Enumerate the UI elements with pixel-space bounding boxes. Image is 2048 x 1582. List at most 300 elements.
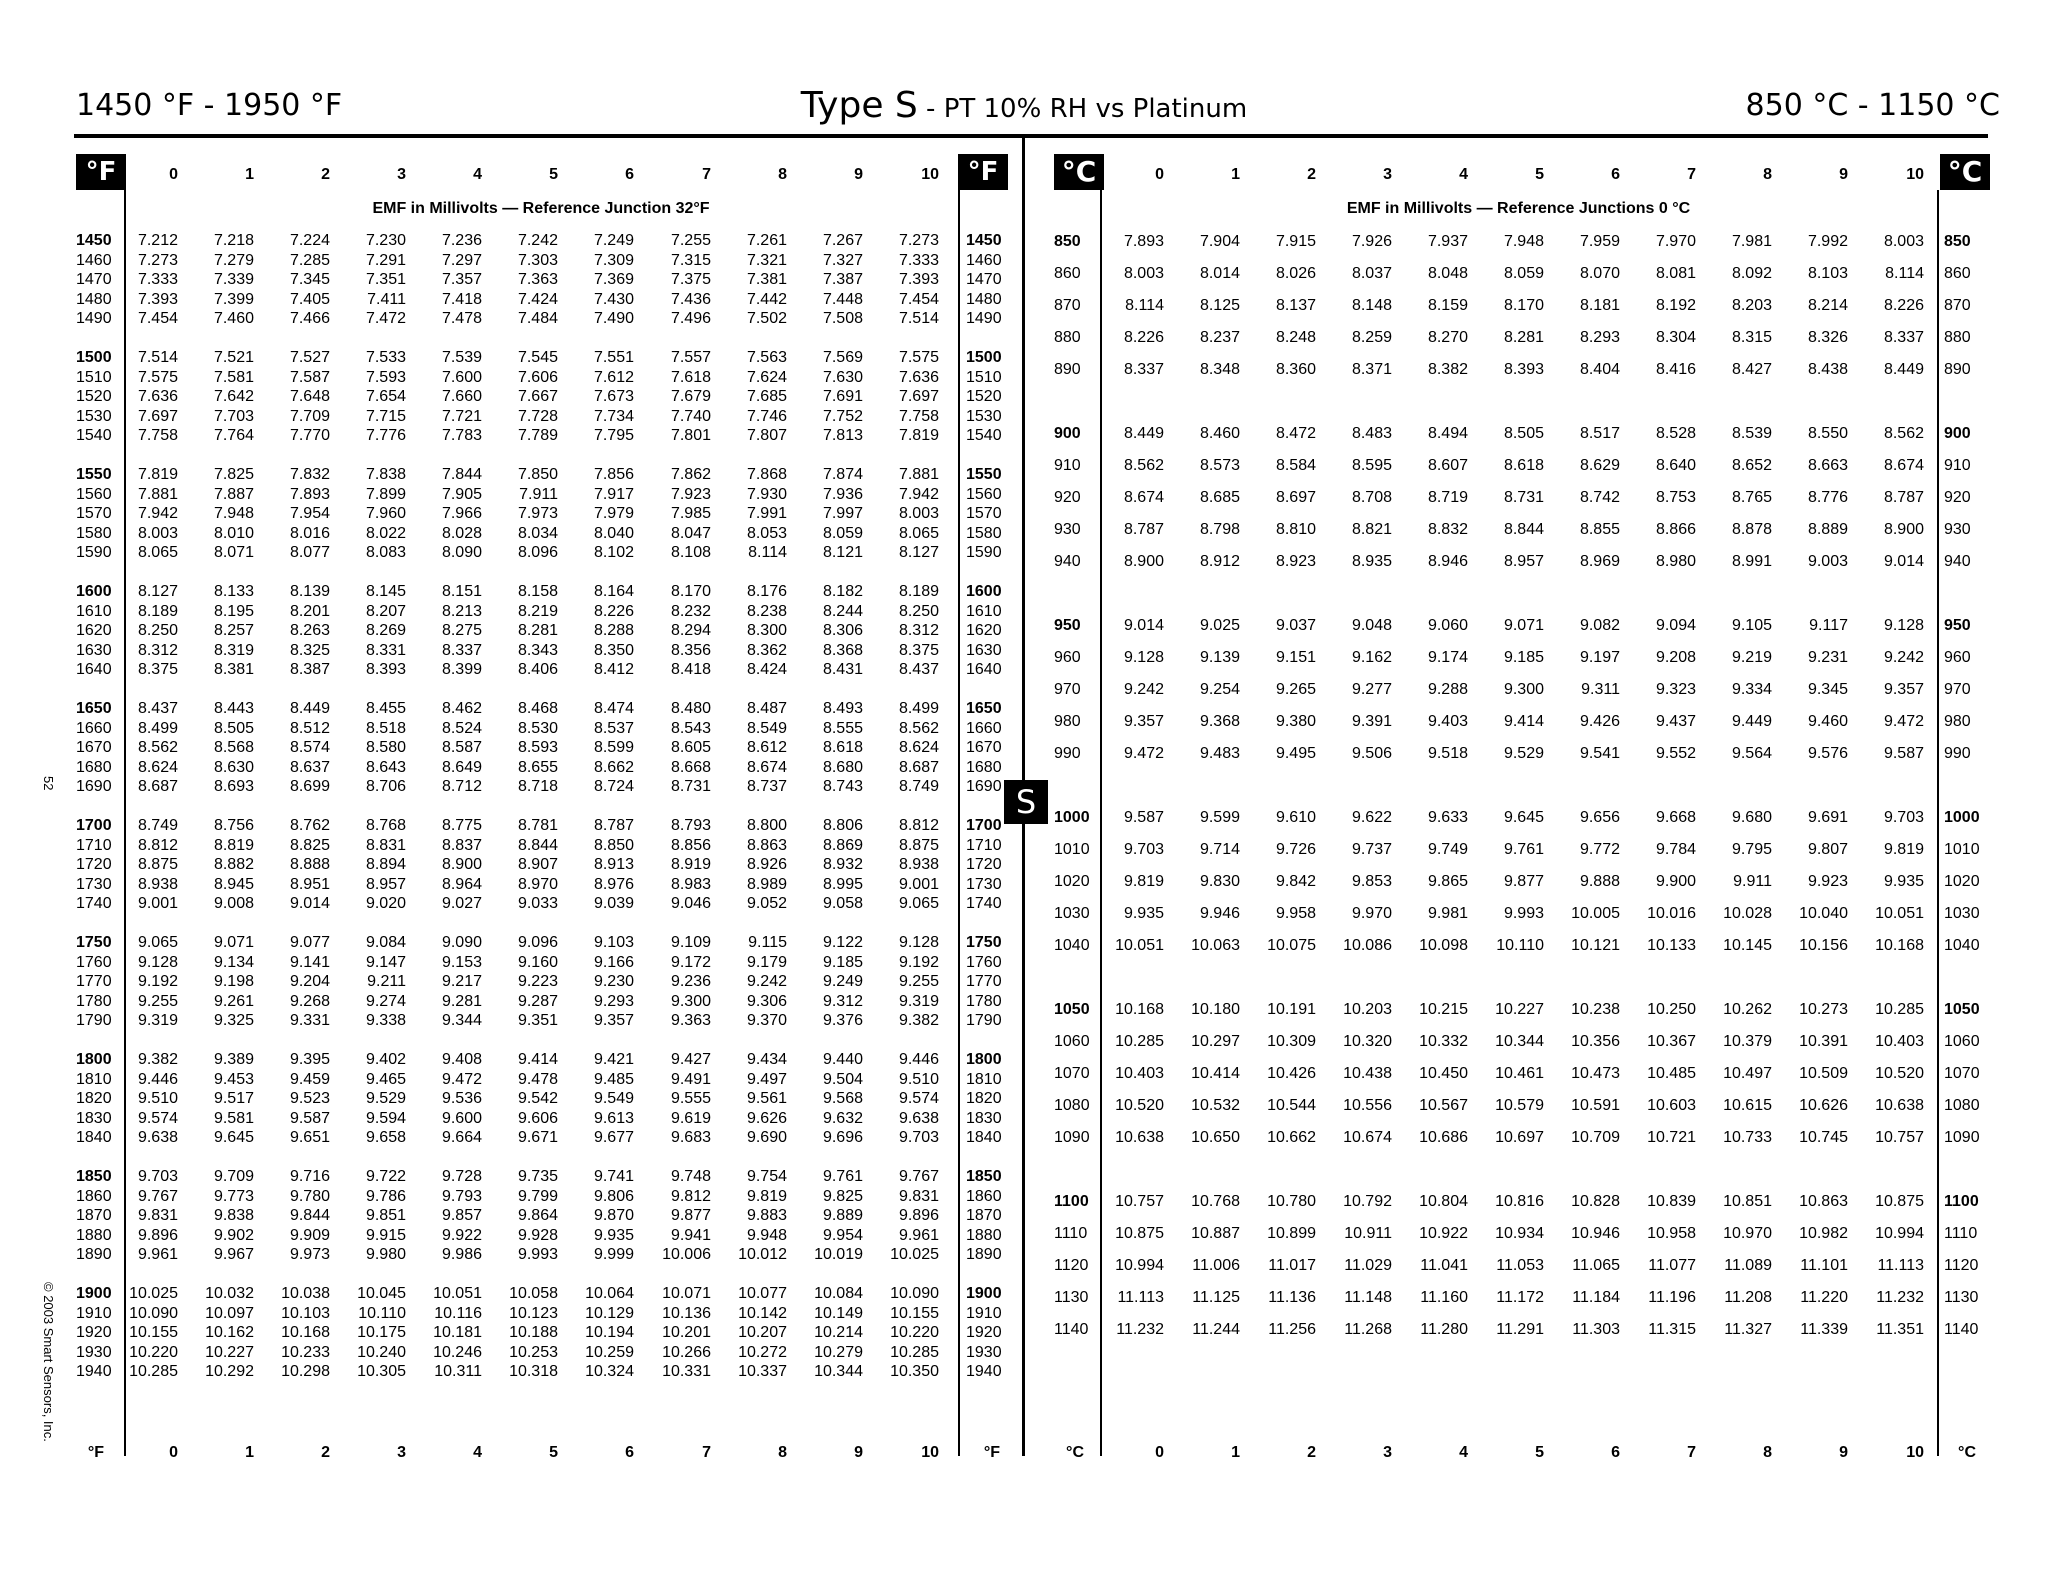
c-table-cell: 8.685 [1199, 489, 1240, 506]
c-table-cell: 8.821 [1351, 521, 1392, 538]
c-table-cell: 9.842 [1275, 873, 1316, 890]
f-table-cell: 9.870 [593, 1207, 634, 1224]
c-table-cell: 10.133 [1647, 937, 1696, 954]
c-table-cell: 7.915 [1275, 233, 1316, 250]
c-table-cell: 9.668 [1655, 809, 1696, 826]
f-table-cell: 8.059 [822, 524, 863, 542]
c-table-cell: 9.587 [1123, 809, 1164, 826]
f-table-cell: 7.740 [670, 407, 711, 425]
c-row-temp-right: 1000 [1944, 809, 1980, 826]
f-table-cell: 9.993 [517, 1246, 558, 1263]
f-table-cell: 9.382 [137, 1051, 178, 1068]
f-table-cell: 9.306 [746, 992, 787, 1010]
c-table-cell: 8.663 [1807, 457, 1848, 474]
fahrenheit-badge-left: °F [76, 154, 126, 190]
c-table-cell: 8.337 [1883, 329, 1924, 346]
c-table-cell: 9.151 [1275, 649, 1316, 666]
c-table-cell: 10.733 [1723, 1129, 1772, 1146]
f-table-cell: 9.434 [746, 1051, 787, 1068]
f-table-cell: 7.850 [517, 466, 558, 483]
f-table-cell: 7.514 [137, 349, 178, 366]
f-table-cell: 7.267 [822, 232, 863, 249]
c-table-cell: 10.356 [1571, 1033, 1620, 1050]
f-table-cell: 7.230 [365, 232, 406, 249]
f-table-cell: 8.913 [593, 856, 634, 873]
f-table-cell: 7.472 [365, 310, 406, 327]
f-table-cell: 9.122 [822, 934, 863, 951]
c-row-temp-right: 1050 [1944, 1001, 1980, 1018]
f-table-cell: 7.612 [593, 368, 634, 386]
c-column-header: 0 [1155, 166, 1164, 183]
f-table-cell: 9.090 [441, 934, 482, 951]
f-table-cell: 7.770 [289, 427, 330, 444]
f-table-cell: 8.053 [746, 524, 787, 542]
f-row-temp-right: 1650 [966, 700, 1002, 717]
f-table-cell: 7.369 [593, 271, 634, 288]
f-table-cell: 8.189 [137, 602, 178, 620]
f-table-cell: 9.561 [746, 1090, 787, 1107]
c-table-cell: 10.721 [1647, 1129, 1696, 1146]
c-table-cell: 8.337 [1123, 361, 1164, 378]
f-table-cell: 9.008 [213, 895, 254, 912]
c-table-cell: 11.136 [1268, 1289, 1316, 1306]
c-table-cell: 8.629 [1579, 457, 1620, 474]
c-table-cell: 9.970 [1351, 905, 1392, 922]
f-table-cell: 9.134 [213, 953, 254, 971]
c-table-cell: 10.958 [1647, 1225, 1696, 1242]
f-table-cell: 10.188 [509, 1324, 558, 1341]
f-column-header: 8 [778, 166, 787, 183]
f-column-header: 3 [397, 166, 406, 183]
f-table-cell: 9.973 [289, 1246, 330, 1263]
c-table-cell: 9.311 [1581, 681, 1620, 698]
f-row-temp-right: 1860 [966, 1187, 1002, 1205]
f-table-cell: 7.667 [517, 388, 558, 405]
f-table-cell: 9.831 [137, 1207, 178, 1224]
f-table-cell: 9.319 [137, 1012, 178, 1029]
f-table-cell: 8.418 [670, 661, 711, 678]
f-table-cell: 8.028 [441, 524, 482, 542]
f-table-cell: 7.783 [441, 427, 482, 444]
c-table-cell: 10.461 [1495, 1065, 1544, 1082]
f-table-cell: 8.375 [137, 661, 178, 678]
f-table-cell: 9.389 [213, 1051, 254, 1068]
c-row-temp-left: 1070 [1054, 1065, 1090, 1082]
f-table-cell: 9.542 [517, 1090, 558, 1107]
f-table-cell: 9.587 [289, 1109, 330, 1127]
f-table-cell: 9.517 [213, 1090, 254, 1107]
c-table-cell: 10.051 [1875, 905, 1924, 922]
f-table-cell: 9.761 [822, 1168, 863, 1185]
f-table-cell: 8.003 [898, 505, 939, 522]
f-table-cell: 9.555 [670, 1090, 711, 1107]
c-table-cell: 8.969 [1579, 553, 1620, 570]
c-table-cell: 9.334 [1731, 681, 1772, 698]
c-column-header: 6 [1611, 166, 1620, 183]
c-table-cell: 10.098 [1419, 937, 1468, 954]
f-table-cell: 10.214 [814, 1324, 863, 1341]
f-table-cell: 8.624 [137, 758, 178, 776]
f-row-temp-right: 1840 [966, 1129, 1002, 1146]
c-table-cell: 11.089 [1724, 1257, 1772, 1274]
c-table-cell: 9.003 [1807, 553, 1848, 570]
c-table-cell: 10.875 [1875, 1193, 1924, 1210]
f-table-cell: 9.915 [365, 1226, 406, 1244]
c-table-cell: 10.040 [1799, 905, 1848, 922]
f-table-cell: 7.825 [213, 466, 254, 483]
f-table-cell: 9.709 [213, 1168, 254, 1185]
f-table-cell: 8.121 [822, 544, 863, 561]
f-table-cell: 9.581 [213, 1109, 254, 1127]
f-table-cell: 8.003 [137, 524, 178, 542]
f-table-cell: 7.333 [898, 251, 939, 269]
c-table-cell: 10.804 [1419, 1193, 1468, 1210]
c-table-cell: 9.703 [1883, 809, 1924, 826]
f-row-temp-left: 1820 [76, 1090, 112, 1107]
c-table-cell: 10.544 [1267, 1097, 1316, 1114]
f-table-cell: 8.040 [593, 524, 634, 542]
c-table-cell: 9.807 [1807, 841, 1848, 858]
f-table-cell: 7.242 [517, 232, 558, 249]
f-table-cell: 9.671 [517, 1129, 558, 1146]
c-table-cell: 9.414 [1503, 713, 1544, 730]
c-table-cell: 10.332 [1419, 1033, 1468, 1050]
f-table-cell: 7.746 [746, 407, 787, 425]
c-table-cell: 9.784 [1655, 841, 1696, 858]
f-table-cell: 8.749 [898, 778, 939, 795]
f-table-cell: 7.838 [365, 466, 406, 483]
c-table-cell: 10.674 [1343, 1129, 1392, 1146]
f-table-cell: 7.813 [822, 427, 863, 444]
f-table-cell: 9.754 [746, 1168, 787, 1185]
f-table-cell: 10.019 [814, 1246, 863, 1263]
f-column-footer: 3 [397, 1444, 406, 1461]
f-table-cell: 7.563 [746, 349, 787, 366]
c-column-header: 9 [1839, 166, 1848, 183]
f-table-cell: 7.484 [517, 310, 558, 327]
f-column-header: 1 [245, 166, 254, 183]
c-row-temp-left: 880 [1054, 329, 1081, 346]
f-row-temp-right: 1810 [966, 1070, 1002, 1088]
c-row-temp-right: 970 [1944, 681, 1971, 698]
f-table-cell: 9.961 [137, 1246, 178, 1263]
c-table-cell: 8.957 [1503, 553, 1544, 570]
f-table-cell: 10.168 [281, 1324, 330, 1341]
c-table-cell: 8.449 [1883, 361, 1924, 378]
c-row-temp-left: 950 [1054, 617, 1081, 634]
f-table-cell: 10.285 [129, 1363, 178, 1380]
f-table-cell: 10.064 [585, 1285, 634, 1302]
c-table-cell: 8.798 [1199, 521, 1240, 538]
f-table-cell: 10.155 [890, 1304, 939, 1322]
f-row-temp-right: 1830 [966, 1109, 1002, 1127]
c-row-temp-left: 890 [1054, 361, 1081, 378]
f-table-cell: 10.006 [662, 1246, 711, 1263]
c-table-cell: 7.970 [1655, 233, 1696, 250]
f-row-temp-right: 1890 [966, 1246, 1002, 1263]
f-table-cell: 7.979 [593, 505, 634, 522]
f-table-cell: 9.274 [365, 992, 406, 1010]
c-table-cell: 10.911 [1344, 1225, 1392, 1242]
c-table-cell: 8.081 [1655, 265, 1696, 282]
c-table-cell: 11.184 [1572, 1289, 1620, 1306]
f-table-cell: 7.363 [517, 271, 558, 288]
f-table-cell: 9.281 [441, 992, 482, 1010]
f-table-cell: 9.115 [748, 934, 787, 951]
f-footer-unit-left: °F [87, 1444, 104, 1461]
f-table-cell: 9.096 [517, 934, 558, 951]
f-table-cell: 8.812 [898, 817, 939, 834]
f-table-cell: 8.580 [365, 739, 406, 756]
f-table-cell: 7.405 [289, 290, 330, 308]
f-table-cell: 7.966 [441, 505, 482, 522]
c-table-cell: 9.071 [1503, 617, 1544, 634]
c-table-cell: 7.937 [1427, 233, 1468, 250]
f-table-cell: 10.038 [281, 1285, 330, 1302]
f-table-cell: 9.459 [289, 1070, 330, 1088]
header-range-celsius: 850 °C - 1150 °C [1745, 88, 2000, 123]
f-table-cell: 10.110 [358, 1304, 406, 1322]
f-row-temp-left: 1510 [76, 368, 112, 386]
c-table-cell: 9.208 [1655, 649, 1696, 666]
c-table-cell: 10.662 [1267, 1129, 1316, 1146]
c-table-cell: 11.256 [1268, 1321, 1316, 1338]
c-table-cell: 8.137 [1275, 297, 1316, 314]
f-table-cell: 9.632 [822, 1109, 863, 1127]
c-table-cell: 8.382 [1427, 361, 1468, 378]
f-row-temp-left: 1800 [76, 1051, 112, 1068]
f-table-cell: 7.973 [517, 505, 558, 522]
c-table-cell: 8.092 [1731, 265, 1772, 282]
f-table-cell: 10.253 [509, 1343, 558, 1361]
f-table-cell: 7.261 [746, 232, 787, 249]
f-table-cell: 9.192 [898, 953, 939, 971]
f-table-cell: 8.443 [213, 700, 254, 717]
f-row-temp-left: 1490 [76, 310, 112, 327]
f-table-cell: 8.238 [746, 602, 787, 620]
f-table-cell: 10.298 [281, 1363, 330, 1380]
c-table-cell: 8.923 [1275, 553, 1316, 570]
f-table-cell: 10.058 [509, 1285, 558, 1302]
f-table-cell: 8.083 [365, 544, 406, 561]
f-table-cell: 7.905 [441, 485, 482, 503]
c-row-temp-left: 1140 [1054, 1321, 1089, 1338]
f-table-cell: 7.819 [137, 466, 178, 483]
c-table-cell: 10.934 [1495, 1225, 1544, 1242]
f-table-cell: 9.351 [517, 1012, 558, 1029]
c-table-cell: 10.403 [1875, 1033, 1924, 1050]
f-table-cell: 10.136 [662, 1304, 711, 1322]
c-table-cell: 9.162 [1351, 649, 1392, 666]
f-table-cell: 8.065 [898, 524, 939, 542]
f-row-temp-left: 1860 [76, 1187, 112, 1205]
c-table-cell: 8.719 [1427, 489, 1468, 506]
c-table-cell: 9.935 [1883, 873, 1924, 890]
f-table-cell: 8.957 [365, 875, 406, 893]
f-table-cell: 9.523 [289, 1090, 330, 1107]
f-row-temp-right: 1900 [966, 1285, 1002, 1302]
c-table-cell: 9.345 [1807, 681, 1848, 698]
f-column-header: 4 [473, 166, 482, 183]
c-table-cell: 8.517 [1579, 425, 1620, 442]
c-table-cell: 11.006 [1192, 1257, 1240, 1274]
c-table-cell: 11.220 [1800, 1289, 1848, 1306]
c-table-cell: 8.438 [1807, 361, 1848, 378]
f-table-cell: 8.888 [289, 856, 330, 873]
f-table-cell: 7.273 [137, 251, 178, 269]
c-table-cell: 10.757 [1875, 1129, 1924, 1146]
f-table-cell: 7.703 [213, 407, 254, 425]
f-table-cell: 8.837 [441, 836, 482, 854]
f-table-cell: 7.315 [670, 251, 711, 269]
c-table-cell: 9.105 [1731, 617, 1772, 634]
f-table-cell: 8.213 [441, 602, 482, 620]
c-table-cell: 8.237 [1199, 329, 1240, 346]
f-table-cell: 10.142 [738, 1304, 787, 1322]
c-table-cell: 8.304 [1655, 329, 1696, 346]
f-table-cell: 7.764 [213, 427, 254, 444]
f-table-cell: 9.109 [670, 934, 711, 951]
f-table-cell: 7.399 [213, 290, 254, 308]
f-row-temp-right: 1540 [966, 427, 1002, 444]
f-table-cell: 9.485 [593, 1070, 634, 1088]
f-table-cell: 9.748 [670, 1168, 711, 1185]
f-row-temp-left: 1460 [76, 251, 112, 269]
f-table-cell: 7.721 [441, 407, 482, 425]
c-table-cell: 10.262 [1723, 1001, 1772, 1018]
title-description: - PT 10% RH vs Platinum [917, 94, 1248, 124]
f-table-cell: 9.741 [593, 1168, 634, 1185]
f-table-cell: 9.619 [670, 1109, 711, 1127]
c-table-cell: 11.053 [1496, 1257, 1544, 1274]
f-table-cell: 8.850 [593, 836, 634, 854]
c-table-cell: 8.900 [1883, 521, 1924, 538]
f-table-cell: 9.217 [441, 973, 482, 990]
c-table-cell: 10.075 [1267, 937, 1316, 954]
f-table-cell: 9.376 [822, 1012, 863, 1029]
f-row-temp-left: 1630 [76, 641, 112, 659]
c-table-cell: 10.567 [1419, 1097, 1468, 1114]
f-table-cell: 9.033 [517, 895, 558, 912]
c-table-cell: 11.232 [1876, 1289, 1924, 1306]
f-table-cell: 9.864 [517, 1207, 558, 1224]
c-table-cell: 9.391 [1351, 713, 1392, 730]
c-table-cell: 8.573 [1199, 457, 1240, 474]
copyright: © 2003 Smart Sensors, Inc. [41, 1282, 56, 1442]
c-table-cell: 8.562 [1883, 425, 1924, 442]
f-table-cell: 7.527 [289, 349, 330, 366]
c-table-cell: 9.518 [1427, 745, 1468, 762]
f-table-cell: 7.685 [746, 388, 787, 405]
f-row-temp-right: 1680 [966, 758, 1002, 776]
c-table-cell: 10.450 [1419, 1065, 1468, 1082]
f-column-footer: 4 [473, 1444, 482, 1461]
c-table-cell: 8.348 [1199, 361, 1240, 378]
f-row-temp-right: 1870 [966, 1207, 1002, 1224]
c-row-temp-right: 940 [1944, 553, 1971, 570]
f-table-cell: 10.097 [205, 1304, 254, 1322]
f-table-cell: 7.679 [670, 388, 711, 405]
f-table-cell: 8.195 [213, 602, 254, 620]
f-table-cell: 9.638 [898, 1109, 939, 1127]
f-table-cell: 8.505 [213, 719, 254, 737]
f-table-cell: 9.370 [746, 1012, 787, 1029]
f-row-temp-right: 1690 [966, 778, 1002, 795]
f-table-cell: 8.424 [746, 661, 787, 678]
c-table-cell: 8.483 [1351, 425, 1392, 442]
c-table-cell: 8.472 [1275, 425, 1316, 442]
f-row-temp-left: 1720 [76, 856, 112, 873]
f-table-cell: 9.408 [441, 1051, 482, 1068]
f-table-cell: 8.718 [517, 778, 558, 795]
c-column-footer: 0 [1155, 1444, 1164, 1461]
f-row-temp-right: 1740 [966, 895, 1002, 912]
c-table-cell: 8.787 [1883, 489, 1924, 506]
c-table-cell: 10.994 [1875, 1225, 1924, 1242]
c-table-cell: 10.816 [1495, 1193, 1544, 1210]
f-table-cell: 7.255 [670, 232, 711, 249]
f-table-cell: 7.942 [137, 505, 178, 522]
f-table-cell: 8.010 [213, 524, 254, 542]
c-table-cell: 10.285 [1115, 1033, 1164, 1050]
c-table-cell: 10.709 [1571, 1129, 1620, 1146]
f-row-temp-right: 1820 [966, 1090, 1002, 1107]
f-table-cell: 8.269 [365, 622, 406, 639]
c-table-cell: 8.607 [1427, 457, 1468, 474]
f-table-cell: 7.466 [289, 310, 330, 327]
f-row-temp-left: 1500 [76, 349, 112, 366]
f-table-cell: 9.967 [213, 1246, 254, 1263]
c-table-cell: 9.529 [1503, 745, 1544, 762]
c-table-cell: 10.650 [1191, 1129, 1240, 1146]
f-table-cell: 8.127 [137, 583, 178, 600]
f-table-cell: 9.077 [289, 934, 330, 951]
c-table-cell: 9.819 [1123, 873, 1164, 890]
f-table-cell: 7.375 [670, 271, 711, 288]
c-table-cell: 9.288 [1427, 681, 1468, 698]
c-table-cell: 10.344 [1495, 1033, 1544, 1050]
c-table-cell: 9.449 [1731, 713, 1772, 730]
c-column-footer: 6 [1611, 1444, 1620, 1461]
c-table-cell: 8.731 [1503, 489, 1544, 506]
c-table-cell: 10.887 [1191, 1225, 1240, 1242]
f-table-cell: 10.292 [205, 1363, 254, 1380]
c-table-cell: 9.128 [1883, 617, 1924, 634]
c-table-cell: 10.839 [1647, 1193, 1696, 1210]
c-column-header: 3 [1383, 166, 1392, 183]
f-table-cell: 9.935 [593, 1226, 634, 1244]
f-row-temp-left: 1590 [76, 544, 112, 561]
c-table-cell: 8.742 [1579, 489, 1620, 506]
f-table-cell: 9.185 [822, 953, 863, 971]
f-table-cell: 8.493 [822, 700, 863, 717]
f-table-cell: 7.502 [746, 310, 787, 327]
f-table-cell: 10.201 [662, 1324, 711, 1341]
f-table-cell: 9.948 [746, 1226, 787, 1244]
c-table-cell: 8.652 [1731, 457, 1772, 474]
f-table-cell: 9.414 [517, 1051, 558, 1068]
f-table-cell: 8.938 [137, 875, 178, 893]
f-table-cell: 9.961 [898, 1226, 939, 1244]
f-table-cell: 9.255 [137, 992, 178, 1010]
f-row-temp-left: 1650 [76, 700, 112, 717]
f-table-cell: 10.032 [205, 1285, 254, 1302]
f-table-cell: 10.025 [890, 1246, 939, 1263]
f-table-cell: 7.654 [365, 388, 406, 405]
c-table-cell: 9.277 [1351, 681, 1392, 698]
f-row-temp-right: 1530 [966, 407, 1002, 425]
f-table-cell: 8.549 [746, 719, 787, 737]
